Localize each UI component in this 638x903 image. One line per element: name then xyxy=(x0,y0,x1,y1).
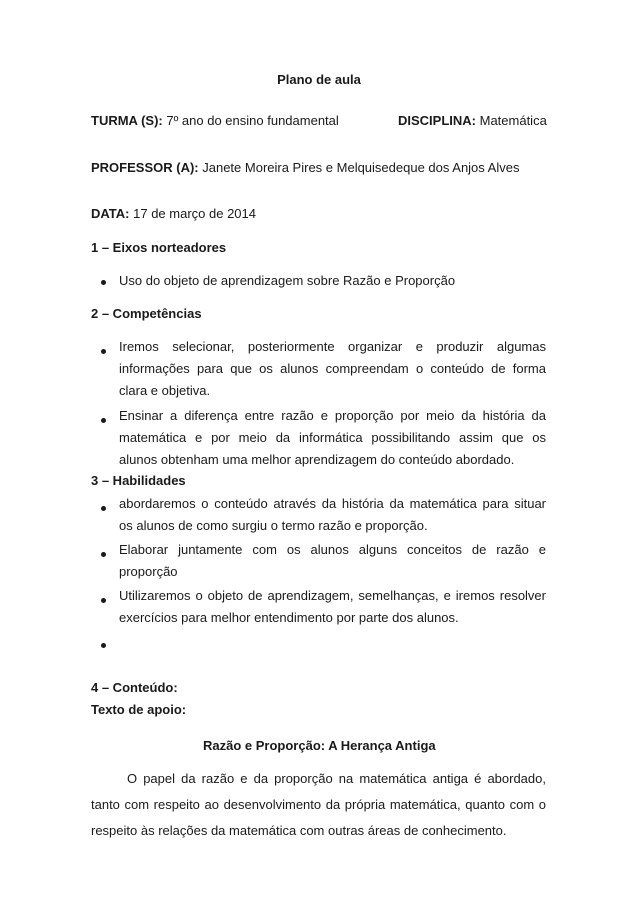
bullet-icon xyxy=(101,506,106,511)
turma-value: 7º ano do ensino fundamental xyxy=(162,113,339,128)
list-item-line: clara e objetiva. xyxy=(119,383,211,398)
page-title: Plano de aula xyxy=(277,72,361,87)
list-item-line: os alunos de como surgiu o termo razão e proporção. xyxy=(119,518,428,533)
list-item-line: abordaremos o conteúdo através da história da matemática para situar xyxy=(119,496,546,511)
turma-field xyxy=(91,113,339,128)
date-field xyxy=(91,206,256,221)
list-item-line: informações para que os alunos compreendam o conteúdo de forma xyxy=(119,361,546,376)
date-value: 17 de março de 2014 xyxy=(129,206,256,221)
turma-label: TURMA (S): xyxy=(91,113,163,128)
support-text-label: Texto de apoio: xyxy=(91,702,187,717)
bullet-icon xyxy=(101,598,106,603)
article-title: Razão e Proporção: A Herança Antiga xyxy=(203,738,436,753)
paragraph-line: O papel da razão e da proporção na matemática antiga é abordado, xyxy=(127,771,546,786)
list-item-line: proporção xyxy=(119,564,178,579)
list-item-line: alunos obtenham uma melhor aprendizagem do conteúdo abordado. xyxy=(119,452,515,467)
bullet-icon xyxy=(101,349,106,354)
list-item: Uso do objeto de aprendizagem sobre Razão e Proporção xyxy=(119,273,456,288)
professor-value: Janete Moreira Pires e Melquisedeque dos Anjos Alves xyxy=(198,160,520,175)
list-item-line: matemática e por meio da informática possibilitando assim que os xyxy=(119,430,546,445)
list-item-line: Iremos selecionar, posteriormente organizar e produzir algumas xyxy=(119,339,546,354)
bullet-icon xyxy=(101,552,106,557)
section-heading-competencias: 2 – Competências xyxy=(91,306,202,321)
section-heading-eixos: 1 – Eixos norteadores xyxy=(91,240,227,255)
list-item-line: Ensinar a diferença entre razão e proporção por meio da história da xyxy=(119,408,546,423)
professor-field xyxy=(91,160,519,175)
bullet-icon xyxy=(101,280,106,285)
disciplina-field xyxy=(398,113,547,128)
bullet-icon xyxy=(101,643,106,648)
date-label: DATA: xyxy=(91,206,130,221)
bullet-icon xyxy=(101,418,106,423)
section-heading-habilidades: 3 – Habilidades xyxy=(91,473,186,488)
list-item-line: Utilizaremos o objeto de aprendizagem, semelhanças, e iremos resolver xyxy=(119,588,546,603)
disciplina-label: DISCIPLINA: xyxy=(398,113,476,128)
paragraph-line: respeito às relações da matemática com outras áreas de conhecimento. xyxy=(91,823,507,838)
list-item-line: exercícios para melhor entendimento por parte dos alunos. xyxy=(119,610,459,625)
paragraph-line: tanto com respeito ao desenvolvimento da própria matemática, quanto com o xyxy=(91,797,546,812)
list-item-line: Elaborar juntamente com os alunos alguns conceitos de razão e xyxy=(119,542,546,557)
disciplina-value: Matemática xyxy=(476,113,547,128)
section-heading-conteudo: 4 – Conteúdo: xyxy=(91,680,178,695)
professor-label: PROFESSOR (A): xyxy=(91,160,199,175)
